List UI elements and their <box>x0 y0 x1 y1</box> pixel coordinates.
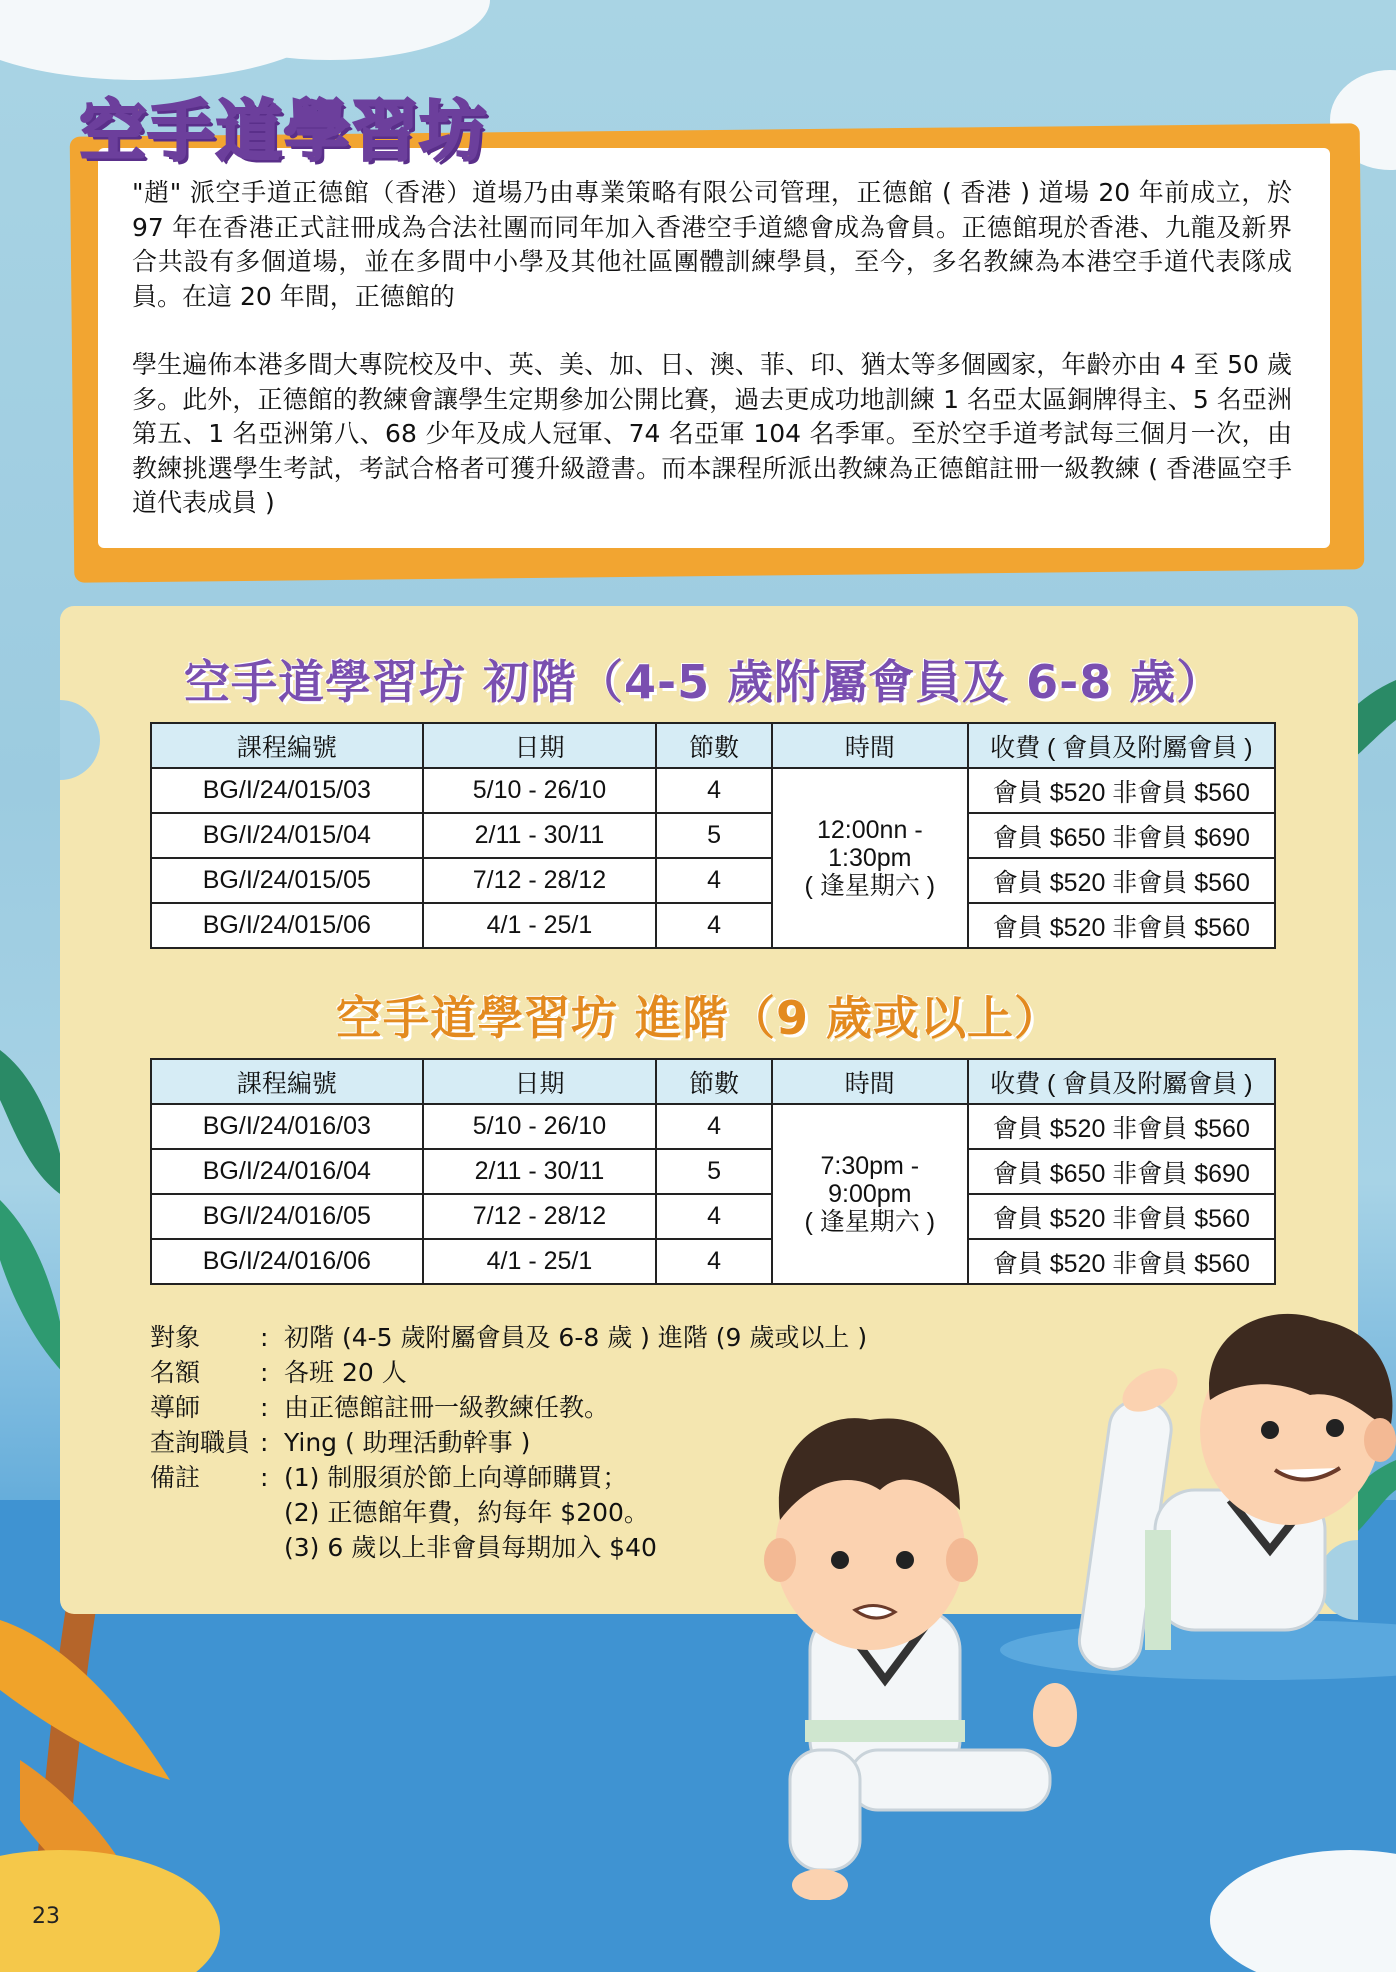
note-colon: : <box>260 1323 269 1352</box>
course-code: BG/I/24/015/06 <box>151 903 423 948</box>
note-colon: : <box>260 1428 269 1457</box>
time-line: 12:00nn - <box>817 816 923 844</box>
table-row <box>151 768 1275 813</box>
header-fee: 收費 ( 會員及附屬會員 ) <box>968 723 1275 768</box>
table-row <box>151 1149 1275 1194</box>
note-value: 初階 (4-5 歲附屬會員及 6-8 歲 ) 進階 (9 歲或以上 ) <box>284 1323 868 1352</box>
course-sessions: 4 <box>656 1239 772 1284</box>
note-value: 各班 20 人 <box>284 1358 407 1387</box>
course-code: BG/I/24/015/03 <box>151 768 423 813</box>
karate-kids-illustration <box>700 1300 1396 1900</box>
course-sessions: 4 <box>656 768 772 813</box>
note-label: 名額 <box>150 1358 201 1387</box>
course-code: BG/I/24/016/06 <box>151 1239 423 1284</box>
course-sessions: 4 <box>656 1194 772 1239</box>
course-code: BG/I/24/016/04 <box>151 1149 423 1194</box>
note-colon: : <box>260 1463 269 1492</box>
course-date: 2/11 - 30/11 <box>423 1149 657 1194</box>
table-row <box>151 1194 1275 1239</box>
course-fee: 會員 $520 非會員 $560 <box>968 858 1275 903</box>
table-row <box>151 903 1275 948</box>
course-date: 2/11 - 30/11 <box>423 813 657 858</box>
course-fee: 會員 $520 非會員 $560 <box>968 903 1275 948</box>
note-colon: : <box>260 1358 269 1387</box>
page-number: 23 <box>32 1904 60 1929</box>
course-date: 5/10 - 26/10 <box>423 768 657 813</box>
note-value <box>284 1460 657 1565</box>
table-row <box>151 858 1275 903</box>
course-code: BG/I/24/016/03 <box>151 1104 423 1149</box>
header-fee: 收費 ( 會員及附屬會員 ) <box>968 1059 1275 1104</box>
course-date: 4/1 - 25/1 <box>423 1239 657 1284</box>
header-sessions: 節數 <box>656 1059 772 1104</box>
header-sessions: 節數 <box>656 723 772 768</box>
table-row <box>151 1104 1275 1149</box>
advanced-course-table <box>150 1058 1276 1285</box>
time-line: ( 逢星期六 ) <box>804 872 936 900</box>
note-label: 導師 <box>150 1393 201 1422</box>
remark-item: (2) 正德館年費，約每年 $200。 <box>284 1498 649 1527</box>
course-code: BG/I/24/015/05 <box>151 858 423 903</box>
karate-kid-1 <box>764 1418 1077 1900</box>
note-colon: : <box>260 1393 269 1422</box>
intro-paragraph-2: 學生遍佈本港多間大專院校及中、英、美、加、日、澳、菲、印、猶太等多個國家，年齡亦由 4 至 50 歲多。此外，正德館的教練會讓學生定期參加公開比賽，過去更成功地訓練 1 名亞太區銅牌得主、5 名亞洲第五、1 名亞洲第八、68 少年及成人冠軍、74 名亞軍 104 名季軍。至於空手道考試每三個月一次，由教練挑選學生考試，考試合格者可獲升級證書。而本課程所派出教練為正德館註冊一級教練 ( 香港區空手道代表成員 ) <box>132 350 1292 517</box>
course-date: 4/1 - 25/1 <box>423 903 657 948</box>
course-sessions: 4 <box>656 1104 772 1149</box>
course-date: 7/12 - 28/12 <box>423 858 657 903</box>
header-date: 日期 <box>423 1059 657 1104</box>
note-label: 備註 <box>150 1463 201 1492</box>
course-time <box>772 768 968 948</box>
course-fee: 會員 $650 非會員 $690 <box>968 1149 1275 1194</box>
header-time: 時間 <box>772 723 968 768</box>
course-fee: 會員 $520 非會員 $560 <box>968 768 1275 813</box>
page-title: 空手道學習坊 <box>80 93 488 170</box>
header-code: 課程編號 <box>151 1059 423 1104</box>
course-date: 5/10 - 26/10 <box>423 1104 657 1149</box>
remark-item: (1) 制服須於節上向導師購買； <box>284 1463 628 1492</box>
course-time <box>772 1104 968 1284</box>
table-header-row <box>151 1059 1275 1104</box>
course-sessions: 4 <box>656 858 772 903</box>
table-row <box>151 813 1275 858</box>
note-value: Ying ( 助理活動幹事 ) <box>284 1428 531 1457</box>
course-sessions: 4 <box>656 903 772 948</box>
beginner-course-table <box>150 722 1276 949</box>
header-time: 時間 <box>772 1059 968 1104</box>
karate-kid-2 <box>1076 1314 1396 1673</box>
remark-item: (3) 6 歲以上非會員每期加入 $40 <box>284 1533 657 1562</box>
note-value: 由正德館註冊一級教練任教。 <box>284 1393 610 1422</box>
course-code: BG/I/24/015/04 <box>151 813 423 858</box>
advanced-section-title: 空手道學習坊 進階（9 歲或以上） <box>336 991 1062 1045</box>
time-line: 9:00pm <box>828 1180 912 1208</box>
course-sessions: 5 <box>656 1149 772 1194</box>
course-fee: 會員 $520 非會員 $560 <box>968 1239 1275 1284</box>
note-label: 對象 <box>150 1323 201 1352</box>
course-date: 7/12 - 28/12 <box>423 1194 657 1239</box>
course-code: BG/I/24/016/05 <box>151 1194 423 1239</box>
course-sessions: 5 <box>656 813 772 858</box>
time-line: 7:30pm - <box>820 1152 920 1180</box>
beginner-section-title: 空手道學習坊 初階（4-5 歲附屬會員及 6-8 歲） <box>184 655 1224 709</box>
course-fee: 會員 $520 非會員 $560 <box>968 1104 1275 1149</box>
course-fee: 會員 $520 非會員 $560 <box>968 1194 1275 1239</box>
course-fee: 會員 $650 非會員 $690 <box>968 813 1275 858</box>
header-date: 日期 <box>423 723 657 768</box>
intro-paragraph-1: "趙" 派空手道正德館（香港）道場乃由專業策略有限公司管理，正德館 ( 香港 ) 道場 20 年前成立，於 97 年在香港正式註冊成為合法社團而同年加入香港空手道總會成為會員。正德館現於香港、九龍及新界合共設有多個道場，並在多間中小學及其他社區團體訓練學員，至今，多名教練為本港空手道代表隊成員。在這 20 年間，正德館的 <box>132 178 1292 311</box>
time-line: 1:30pm <box>828 844 912 872</box>
time-line: ( 逢星期六 ) <box>804 1208 936 1236</box>
table-row <box>151 1239 1275 1284</box>
note-label: 查詢職員 <box>150 1428 251 1457</box>
table-header-row <box>151 723 1275 768</box>
header-code: 課程編號 <box>151 723 423 768</box>
